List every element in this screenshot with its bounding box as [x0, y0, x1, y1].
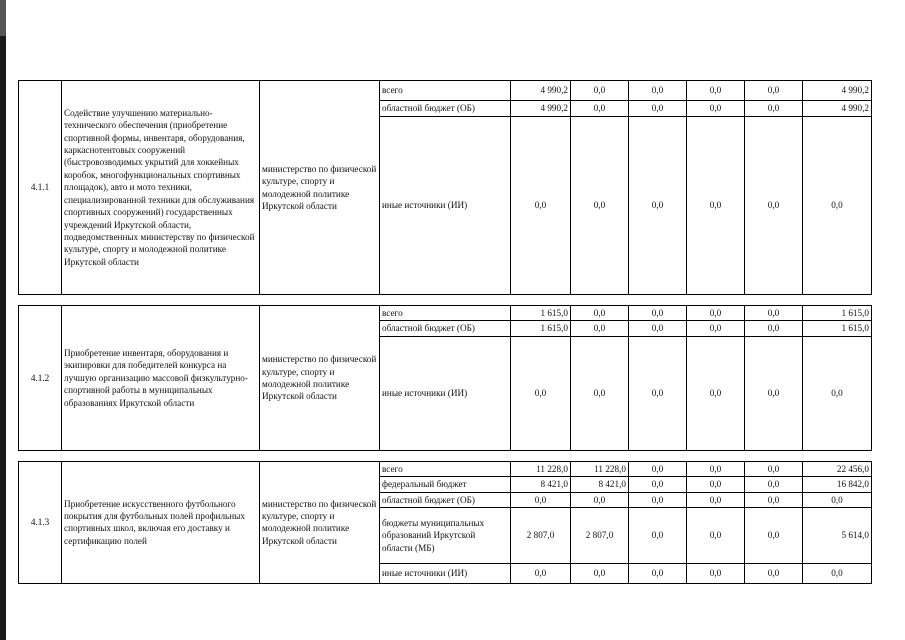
value-cell: 0,0 — [571, 306, 629, 321]
value-cell: 16 842,0 — [803, 477, 872, 492]
item-description: Приобретение инвентаря, оборудования и экипировки для победителей конкурса на лучшую организацию массовой физкультурно-спортивной работы в муниципальных образованиях Иркутской области — [62, 306, 260, 451]
value-cell: 0,0 — [629, 321, 687, 336]
source-name: всего — [380, 306, 511, 321]
value-cell: 22 456,0 — [803, 461, 872, 476]
source-name: иные источники (ИИ) — [380, 564, 511, 584]
value-cell: 0,0 — [629, 306, 687, 321]
value-cell: 4 990,2 — [511, 81, 571, 101]
item-description: Содействие улучшению материально-технического обеспечения (приобретение спортивной формы, инвентаря, оборудования, каркаснотентовых сооружений (быстровозводимых укрытий для хоккейных коробок, многофункциональных спортивных площадок), авто и мото техники, специализированной техники для обслуживания спортивных сооружений) государственных учреждений Иркутской области, подведомственных министерству по физической культуре, спорту и молодежной политике Иркутской области — [62, 81, 260, 295]
funding-table — [18, 80, 872, 584]
value-cell: 0,0 — [687, 336, 745, 450]
value-cell: 0,0 — [629, 117, 687, 295]
value-cell: 4 990,2 — [803, 81, 872, 101]
item-code: 4.1.1 — [19, 81, 62, 295]
value-cell: 0,0 — [803, 336, 872, 450]
scan-edge-shadow — [0, 0, 6, 36]
value-cell: 0,0 — [687, 321, 745, 336]
value-cell: 0,0 — [511, 336, 571, 450]
value-cell: 0,0 — [629, 336, 687, 450]
source-name: областной бюджет (ОБ) — [380, 101, 511, 117]
source-name: всего — [380, 81, 511, 101]
value-cell: 1 615,0 — [511, 306, 571, 321]
value-cell: 0,0 — [571, 117, 629, 295]
value-cell: 0,0 — [687, 508, 745, 564]
value-cell: 0,0 — [687, 492, 745, 507]
source-name: иные источники (ИИ) — [380, 336, 511, 450]
value-cell: 0,0 — [629, 492, 687, 507]
source-name: бюджеты муниципальных образований Иркутской области (МБ) — [380, 508, 511, 564]
row-separator — [19, 450, 872, 461]
source-name: иные источники (ИИ) — [380, 117, 511, 295]
value-cell: 0,0 — [571, 564, 629, 584]
value-cell: 0,0 — [745, 81, 803, 101]
source-name: всего — [380, 461, 511, 476]
value-cell: 1 615,0 — [803, 306, 872, 321]
value-cell: 0,0 — [745, 508, 803, 564]
value-cell: 4 990,2 — [803, 101, 872, 117]
value-cell: 0,0 — [511, 117, 571, 295]
value-cell: 0,0 — [803, 492, 872, 507]
value-cell: 0,0 — [687, 101, 745, 117]
source-name: областной бюджет (ОБ) — [380, 321, 511, 336]
table-row — [19, 306, 872, 321]
value-cell: 0,0 — [511, 564, 571, 584]
value-cell: 0,0 — [629, 461, 687, 476]
source-name: областной бюджет (ОБ) — [380, 492, 511, 507]
table-row — [19, 81, 872, 101]
value-cell: 0,0 — [745, 336, 803, 450]
value-cell: 1 615,0 — [803, 321, 872, 336]
value-cell: 0,0 — [745, 564, 803, 584]
value-cell: 0,0 — [571, 321, 629, 336]
value-cell: 0,0 — [571, 101, 629, 117]
value-cell: 0,0 — [803, 564, 872, 584]
value-cell: 0,0 — [629, 508, 687, 564]
value-cell: 2 807,0 — [511, 508, 571, 564]
value-cell: 0,0 — [629, 477, 687, 492]
row-separator — [19, 295, 872, 306]
value-cell: 11 228,0 — [511, 461, 571, 476]
item-code: 4.1.3 — [19, 461, 62, 583]
scan-edge — [0, 0, 6, 640]
value-cell: 0,0 — [687, 461, 745, 476]
value-cell: 0,0 — [629, 564, 687, 584]
value-cell: 0,0 — [687, 117, 745, 295]
value-cell: 1 615,0 — [511, 321, 571, 336]
value-cell: 2 807,0 — [571, 508, 629, 564]
value-cell: 0,0 — [745, 321, 803, 336]
value-cell: 0,0 — [687, 477, 745, 492]
value-cell: 0,0 — [745, 492, 803, 507]
value-cell: 0,0 — [571, 81, 629, 101]
value-cell: 0,0 — [687, 306, 745, 321]
item-responsible: министерство по физической культуре, спорту и молодежной политике Иркутской области — [260, 461, 380, 583]
value-cell: 4 990,2 — [511, 101, 571, 117]
table-row — [19, 461, 872, 476]
value-cell: 0,0 — [511, 492, 571, 507]
value-cell: 0,0 — [745, 101, 803, 117]
value-cell: 0,0 — [687, 564, 745, 584]
value-cell: 11 228,0 — [571, 461, 629, 476]
value-cell: 0,0 — [629, 81, 687, 101]
value-cell: 0,0 — [629, 101, 687, 117]
value-cell: 0,0 — [745, 306, 803, 321]
item-responsible: министерство по физической культуре, спорту и молодежной политике Иркутской области — [260, 81, 380, 295]
value-cell: 0,0 — [571, 492, 629, 507]
value-cell: 0,0 — [745, 117, 803, 295]
value-cell: 0,0 — [687, 81, 745, 101]
value-cell: 8 421,0 — [511, 477, 571, 492]
source-name: федеральный бюджет — [380, 477, 511, 492]
value-cell: 0,0 — [803, 117, 872, 295]
item-responsible: министерство по физической культуре, спорту и молодежной политике Иркутской области — [260, 306, 380, 451]
value-cell: 0,0 — [745, 461, 803, 476]
item-code: 4.1.2 — [19, 306, 62, 451]
value-cell: 0,0 — [571, 336, 629, 450]
item-description: Приобретение искусственного футбольного покрытия для футбольных полей профильных спортивных школ, включая его доставку и сертификацию полей — [62, 461, 260, 583]
value-cell: 8 421,0 — [571, 477, 629, 492]
value-cell: 0,0 — [745, 477, 803, 492]
value-cell: 5 614,0 — [803, 508, 872, 564]
